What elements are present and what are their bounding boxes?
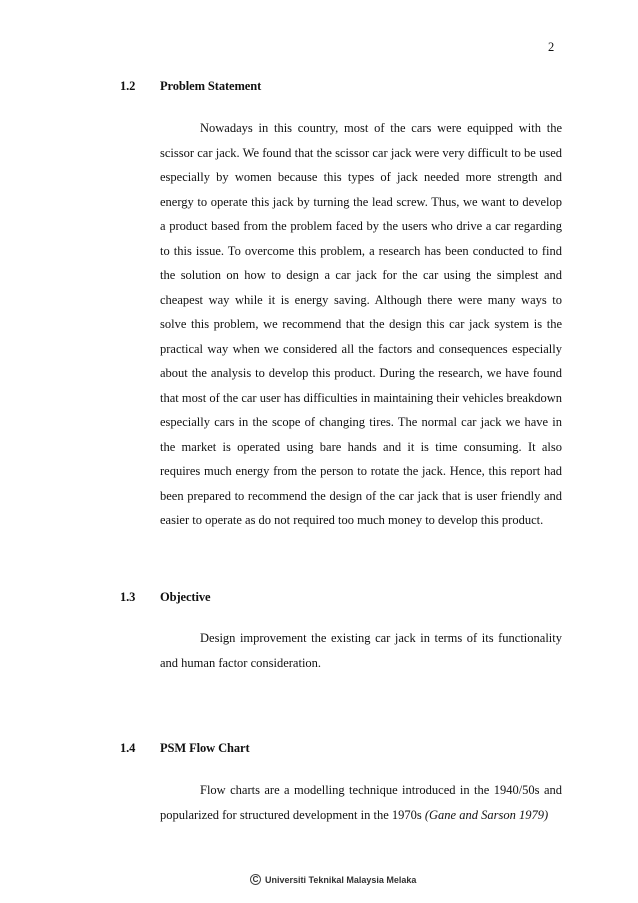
problem-statement-paragraph: Nowadays in this country, most of the cars were equipped with the scissor car jack. We found that the scissor car jack were very difficult to be used especially by women because this types of jack needed more strength and energy to operate this jack by turning the lead screw. Thus, we want to develop a product based from the problem faced by the users who drive a car regarding to this issue. To overcome this problem, a research has been conducted to find the solution on how to design a car jack for the car using the simplest and cheapest way while it is energy saving. Although there were many ways to solve this problem, we recommend that the design this car jack system is the practical way when we considered all the factors and consequences especially about the analysis to develop this product. During the research, we have found that most of the car user has difficulties in maintaining their vehicles breakdown especially cars in the scope of changing tires. The normal car jack we have in the market is operated using bare hands and it is time consuming. It also requires much energy from the person to rotate the jack. Hence, this report had been prepared to recommend the design of the car jack that is user friendly and easier to operate as do not required too much money to develop this product. [160,121,562,527]
university-logo [250,874,416,885]
flow-chart-paragraph-text: Flow charts are a modelling technique introduced in the 1940/50s and popularized for structured development in the 1970s [160,783,562,822]
section-heading-psm-flow-chart [120,741,250,756]
university-name: Universiti Teknikal Malaysia Melaka [265,874,417,885]
section-title: Objective [160,590,211,604]
section-number: 1.4 [120,741,136,755]
section-number: 1.3 [120,590,136,604]
page-number: 2 [548,40,555,54]
copyright-c-icon: C [250,874,261,885]
citation: (Gane and Sarson 1979) [424,807,549,822]
section-number: 1.2 [120,79,136,93]
section-title: Problem Statement [160,79,262,93]
flow-chart-paragraph [160,778,562,827]
section-title: PSM Flow Chart [160,741,250,755]
objective-paragraph: Design improvement the existing car jack in terms of its functionality and human factor consideration. [160,631,562,670]
section-heading-problem-statement [120,79,261,94]
section-heading-objective [120,590,210,605]
